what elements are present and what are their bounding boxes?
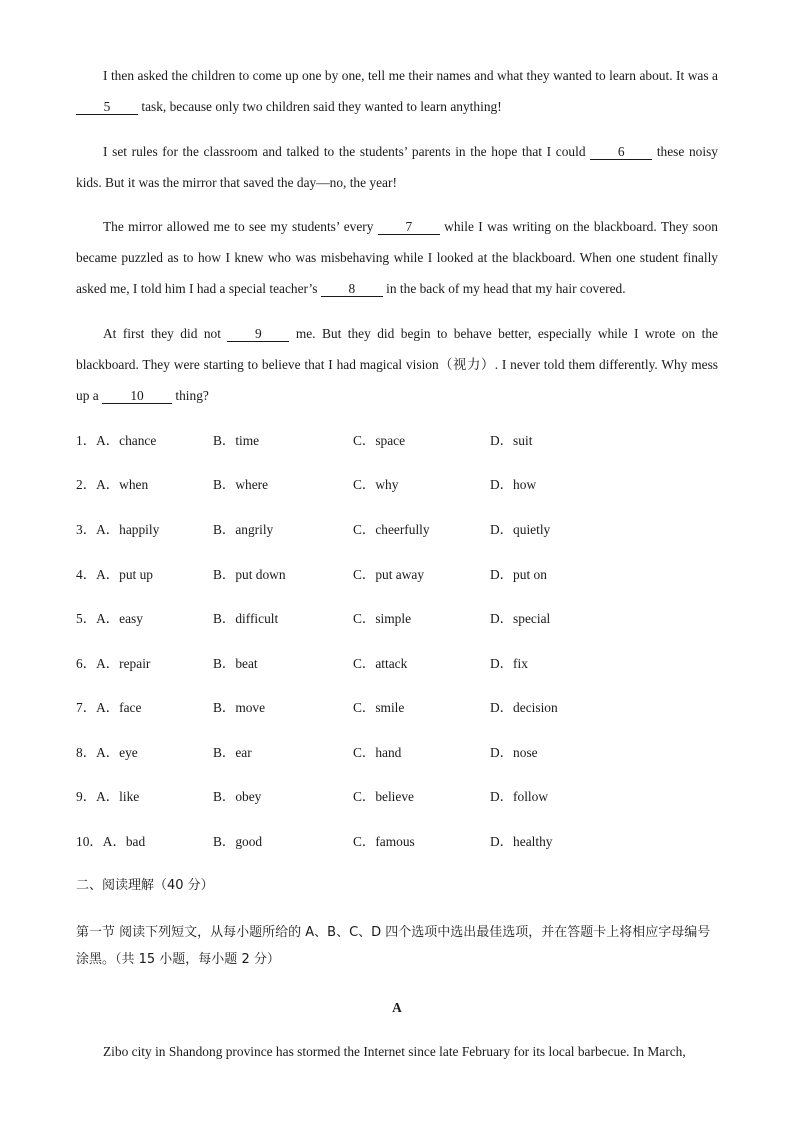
option-a: A．eye: [96, 745, 138, 760]
paragraph-text: I then asked the children to come up one by one, tell me their names and what they wanted to learn about. It was a: [103, 68, 718, 83]
question-number-option-a: [76, 654, 150, 674]
paragraph-text: task, because only two children said they wanted to learn anything!: [138, 99, 502, 114]
option-b: B．time: [213, 433, 260, 448]
option-c: C．hand: [353, 745, 402, 760]
blank-7: 7: [378, 219, 440, 235]
question-number: 1．: [76, 433, 97, 448]
option-a: A．when: [96, 477, 149, 492]
option-a: A．put up: [96, 567, 154, 582]
option-c: C．simple: [353, 611, 412, 626]
question-number-option-a: [76, 431, 156, 451]
section-instructions: 第一节 阅读下列短文，从每小题所给的 A、B、C、D 四个选项中选出最佳选项，并在答题卡上将相应字母编号涂黑。（共 15 小题，每小题 2 分）: [76, 925, 711, 967]
passage-paragraph-3: [76, 211, 718, 304]
question-number: 10．: [76, 834, 103, 849]
option-b: B．good: [213, 834, 263, 849]
option-d: D．suit: [490, 433, 533, 448]
passage-paragraph-2: [76, 136, 718, 198]
question-number: 6．: [76, 656, 97, 671]
option-d: D．healthy: [490, 834, 553, 849]
question-number-option-a: [76, 743, 138, 763]
question-number-option-a: [76, 565, 153, 585]
option-a: A．repair: [96, 656, 151, 671]
option-a: A．happily: [96, 522, 160, 537]
paragraph-text: I set rules for the classroom and talked to the students’ parents in the hope that I could: [103, 144, 591, 159]
option-a: A．face: [96, 700, 142, 715]
paragraph-text: me. But they did begin to behave better, especially while I wrote on the blackboard. They were starting to believe that I had magical vision（视力）. I never told them differently. Why mess up a: [76, 326, 718, 403]
blank-10: 10: [102, 388, 172, 404]
blank-8: 8: [321, 281, 383, 297]
option-d: D．put on: [490, 567, 547, 582]
option-b: B．move: [213, 700, 266, 715]
question-number: 8．: [76, 745, 97, 760]
option-b: B．angrily: [213, 522, 274, 537]
option-d: D．nose: [490, 745, 538, 760]
blank-6: 6: [590, 144, 652, 160]
option-d: D．how: [490, 477, 537, 492]
option-c: C．believe: [353, 789, 414, 804]
option-d: D．follow: [490, 789, 549, 804]
option-b: B．ear: [213, 745, 252, 760]
section-heading: 二、阅读理解（40 分）: [76, 878, 214, 893]
paragraph-text: these noisy kids. But it was the mirror that saved the day—no, the year!: [76, 144, 718, 190]
option-d: D．special: [490, 611, 551, 626]
paragraph-text: thing?: [172, 388, 209, 403]
question-number: 3．: [76, 522, 97, 537]
paragraph-text: The mirror allowed me to see my students’ every: [103, 219, 378, 234]
passage-a-first-line: Zibo city in Shandong province has stormed the Internet since late February for its local barbecue. In March,: [103, 1044, 686, 1059]
option-a: A．chance: [96, 433, 157, 448]
option-c: C．cheerfully: [353, 522, 430, 537]
option-d: D．quietly: [490, 522, 551, 537]
blank-5: 5: [76, 99, 138, 115]
question-number-option-a: [76, 609, 143, 629]
option-b: B．where: [213, 477, 269, 492]
option-c: C．why: [353, 477, 399, 492]
passage-paragraph-4: [76, 318, 718, 411]
passage-label: A: [392, 1000, 402, 1015]
question-number-option-a: [76, 520, 159, 540]
question-number: 4．: [76, 567, 97, 582]
option-c: C．smile: [353, 700, 405, 715]
passage-paragraph-1: [76, 60, 718, 122]
option-b: B．difficult: [213, 611, 279, 626]
question-number-option-a: [76, 698, 141, 718]
option-c: C．famous: [353, 834, 415, 849]
question-number: 7．: [76, 700, 97, 715]
option-b: B．obey: [213, 789, 262, 804]
question-number-option-a: [76, 475, 148, 495]
blank-9: 9: [227, 326, 289, 342]
option-b: B．beat: [213, 656, 258, 671]
option-a: A．bad: [102, 834, 146, 849]
question-number-option-a: [76, 787, 139, 807]
option-d: D．decision: [490, 700, 558, 715]
paragraph-text: At first they did not: [103, 326, 228, 341]
question-number: 2．: [76, 477, 97, 492]
option-c: C．put away: [353, 567, 425, 582]
paragraph-text: in the back of my head that my hair covered.: [382, 281, 626, 296]
question-number: 9．: [76, 789, 97, 804]
option-b: B．put down: [213, 567, 286, 582]
question-number-option-a: [76, 832, 145, 852]
option-d: D．fix: [490, 656, 528, 671]
option-a: A．easy: [96, 611, 143, 626]
option-c: C．space: [353, 433, 406, 448]
question-number: 5．: [76, 611, 97, 626]
option-c: C．attack: [353, 656, 408, 671]
paragraph-text: while I was writing on the blackboard. They soon became puzzled as to how I knew who was misbehaving while I looked at the blackboard. When one student finally asked me, I told him I had a special teacher’s: [76, 219, 718, 296]
option-a: A．like: [96, 789, 140, 804]
